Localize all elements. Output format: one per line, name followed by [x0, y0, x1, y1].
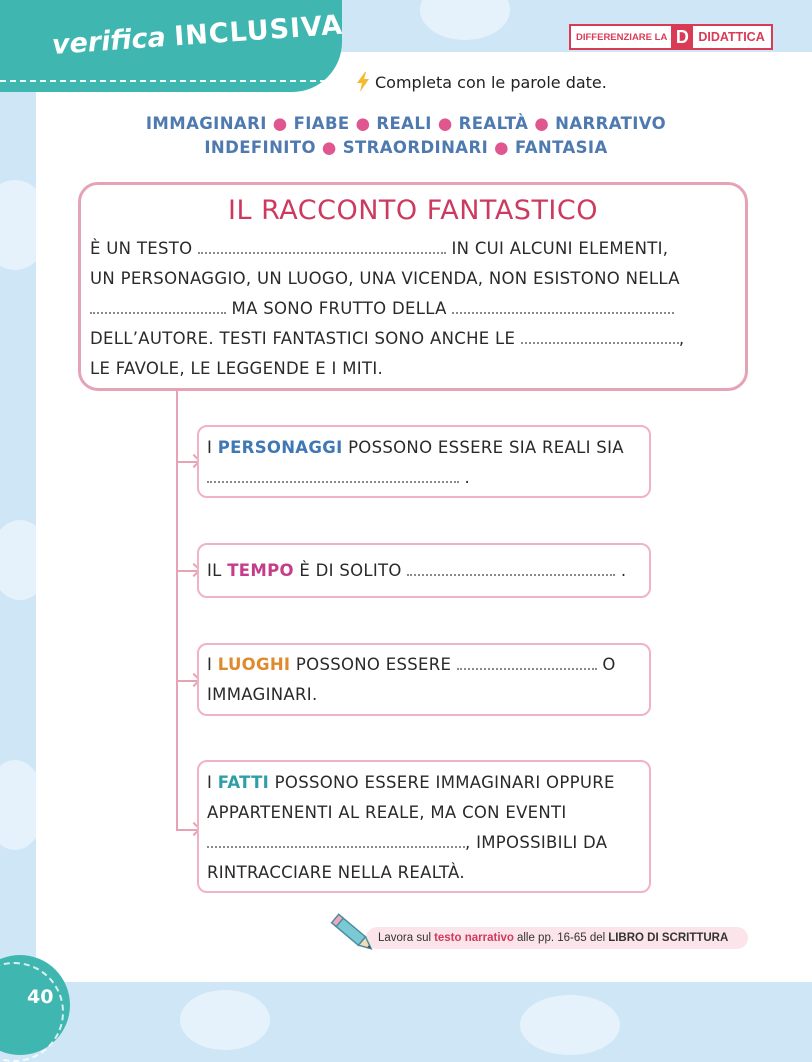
text-segment: I: [207, 655, 213, 674]
text-segment: LIBRO DI SCRITTURA: [608, 932, 729, 944]
blank-field[interactable]: [90, 300, 226, 314]
word-bank-item: FANTASIA: [514, 138, 608, 157]
text-segment: testo narrativo: [434, 932, 514, 944]
card-tempo: [197, 543, 651, 598]
definition-line-4: [90, 329, 684, 348]
keyword-fatti: FATTI: [217, 773, 270, 792]
word-bank-row-2: [0, 138, 812, 157]
instruction: [356, 72, 607, 92]
card-line: [207, 833, 607, 852]
text-segment: POSSONO ESSERE IMMAGINARI OPPURE: [274, 773, 615, 792]
text-segment: O: [602, 655, 616, 674]
blank-field[interactable]: [452, 300, 674, 314]
bullet-icon: ●: [494, 138, 509, 157]
blank-field[interactable]: [457, 656, 597, 670]
brand-name: DIDATTICA: [698, 30, 765, 44]
word-bank-item: STRAORDINARI: [342, 138, 489, 157]
blank-field[interactable]: [198, 240, 446, 254]
title-verifica: verifica: [50, 22, 167, 61]
card-luoghi: [197, 643, 651, 716]
text-segment: IN CUI ALCUNI ELEMENTI,: [451, 239, 669, 258]
pencil-icon: [328, 910, 380, 960]
card-line: [207, 438, 624, 457]
text-segment: È UN TESTO: [90, 239, 193, 258]
definition-line-3: [90, 299, 674, 318]
definition-title: IL RACCONTO FANTASTICO: [227, 195, 598, 226]
text-segment: ,: [678, 329, 685, 348]
blank-field[interactable]: [407, 562, 615, 576]
text-segment: .: [620, 561, 627, 580]
arrow-icon: [176, 461, 198, 463]
word-bank-item: REALI: [376, 114, 432, 133]
definition-box: [78, 182, 748, 391]
card-line: [207, 468, 470, 487]
bullet-icon: ●: [534, 114, 550, 133]
definition-line-5: LE FAVOLE, LE LEGGENDE E I MITI.: [90, 359, 384, 378]
text-segment: POSSONO ESSERE: [295, 655, 452, 674]
keyword-tempo: TEMPO: [227, 561, 294, 580]
blank-field[interactable]: [521, 330, 679, 344]
definition-line-1: [90, 239, 668, 258]
keyword-luoghi: LUOGHI: [217, 655, 291, 674]
text-segment: alle pp. 16-65 del: [516, 932, 606, 944]
blank-field[interactable]: [207, 834, 465, 848]
keyword-personaggi: PERSONAGGI: [217, 438, 343, 457]
brand-d-icon: D: [671, 26, 693, 48]
arrow-icon: [176, 570, 198, 572]
word-bank-item: NARRATIVO: [555, 114, 667, 133]
background-shape: [420, 0, 510, 40]
text-segment: .: [464, 468, 471, 487]
connector-line: [176, 388, 178, 831]
text-segment: I: [207, 773, 213, 792]
bullet-icon: ●: [321, 138, 337, 157]
text-segment: I: [207, 438, 213, 457]
card-line: IMMAGINARI.: [207, 685, 318, 704]
title-inclusiva: INCLUSIVA: [173, 9, 345, 53]
blank-field[interactable]: [207, 469, 459, 483]
definition-line-2: UN PERSONAGGIO, UN LUOGO, UNA VICENDA, NON ESISTONO NELLA: [90, 269, 680, 288]
text-segment: MA SONO FRUTTO DELLA: [231, 299, 447, 318]
word-bank-item: FIABE: [293, 114, 350, 133]
instruction-text: Completa con le parole date.: [375, 72, 607, 92]
word-bank-row-1: [0, 114, 812, 133]
bullet-icon: ●: [437, 114, 453, 133]
text-segment: È DI SOLITO: [299, 561, 402, 580]
word-bank-item: REALTÀ: [458, 114, 529, 133]
brand-logo: [569, 24, 773, 50]
background-shape: [520, 995, 620, 1055]
text-segment: , IMPOSSIBILI DA: [465, 833, 608, 852]
page-number: 40: [27, 986, 54, 1008]
book-reference-note: [366, 927, 748, 949]
text-segment: Lavora sul: [378, 932, 432, 944]
card-line: [207, 655, 616, 674]
bullet-icon: ●: [355, 114, 371, 133]
card-line: [207, 561, 626, 580]
text-segment: IL: [207, 561, 222, 580]
brand-label: DIFFERENZIARE LA: [576, 31, 668, 43]
card-personaggi: [197, 425, 651, 498]
word-bank-item: IMMAGINARI: [145, 114, 267, 133]
card-line: RINTRACCIARE NELLA REALTÀ.: [207, 863, 465, 882]
card-fatti: [197, 760, 651, 893]
lightning-icon: [356, 72, 370, 92]
text-segment: POSSONO ESSERE SIA REALI SIA: [348, 438, 624, 457]
header-tab-stitch: [0, 80, 336, 82]
card-line: [207, 773, 615, 792]
arrow-icon: [176, 680, 198, 682]
background-shape: [180, 990, 270, 1050]
arrow-icon: [176, 829, 198, 831]
text-segment: DELL’AUTORE. TESTI FANTASTICI SONO ANCHE LE: [90, 329, 516, 348]
bullet-icon: ●: [272, 114, 288, 133]
word-bank-item: INDEFINITO: [204, 138, 316, 157]
card-line: APPARTENENTI AL REALE, MA CON EVENTI: [207, 803, 567, 822]
